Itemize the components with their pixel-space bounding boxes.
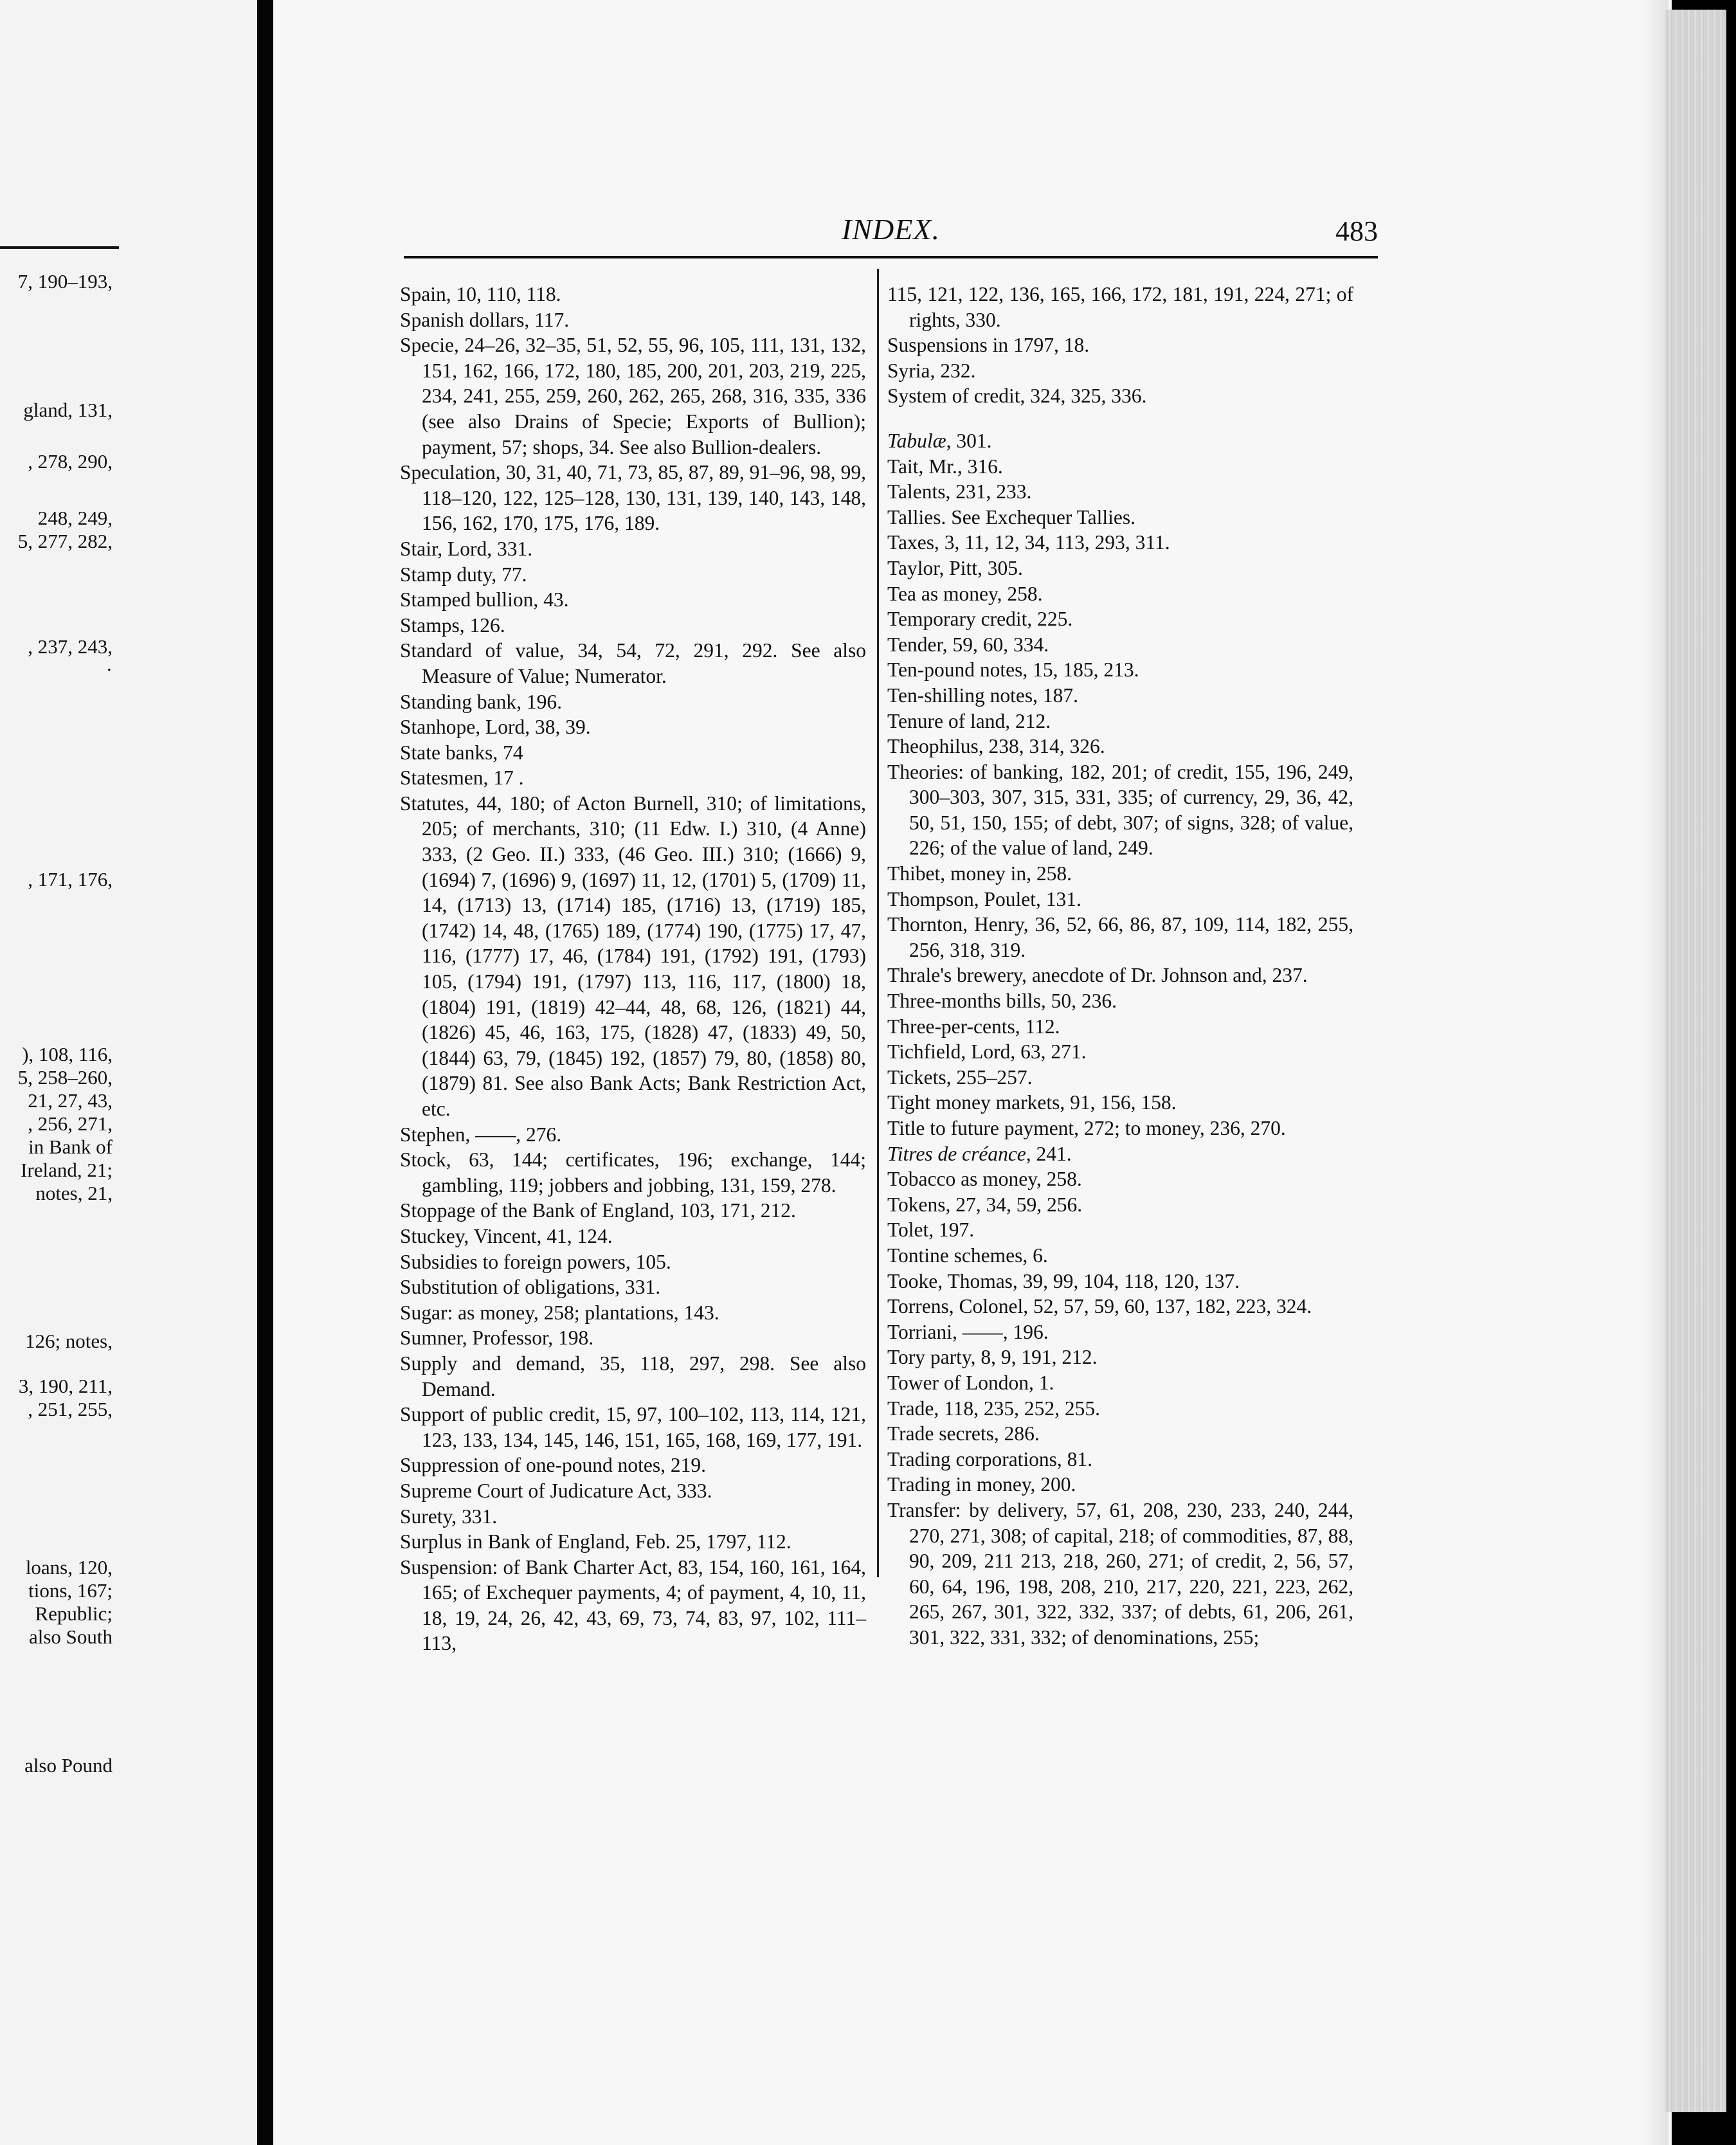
page-edge-shadow	[1643, 0, 1668, 2145]
index-entry: Tight money markets, 91, 156, 158.	[887, 1091, 1177, 1114]
index-entry: Theophilus, 238, 314, 326.	[887, 735, 1105, 758]
index-entry: Thrale's brewery, anecdote of Dr. Johnson and, 237.	[887, 964, 1308, 987]
index-entry: Taylor, Pitt, 305.	[887, 556, 1023, 579]
index-entry: Standing bank, 196.	[400, 690, 562, 713]
book-gutter	[257, 0, 273, 2145]
italic-term: Tabulæ	[887, 429, 946, 452]
index-entry: Ten-pound notes, 15, 185, 213.	[887, 658, 1139, 682]
index-entry: Tender, 59, 60, 334.	[887, 633, 1049, 656]
index-entry: Theories: of banking, 182, 201; of credit, 155, 196, 249, 300–303, 307, 315, 331, 335; of currency, 29, 36, 42, 50, 51, 150, 155; of debt, 307; of signs, 328; of value, 226; of the value of land, 249.	[887, 760, 1353, 860]
column-divider	[877, 269, 879, 1577]
facing-page-fragment: tions, 167;	[28, 1579, 113, 1602]
index-entry: Stamped bullion, 43.	[400, 588, 569, 611]
index-entry: Tokens, 27, 34, 59, 256.	[887, 1193, 1083, 1216]
facing-page-fragment: , 237, 243,	[28, 635, 113, 658]
index-entry: Tower of London, 1.	[887, 1371, 1054, 1394]
index-entry: Trading in money, 200.	[887, 1473, 1076, 1496]
header-rule	[404, 256, 1378, 258]
index-entry: Stair, Lord, 331.	[400, 537, 533, 560]
index-entry: Stoppage of the Bank of England, 103, 171, 212.	[400, 1199, 796, 1222]
facing-page-fragment: 3, 190, 211,	[18, 1375, 113, 1397]
facing-page-fragment: Republic;	[35, 1602, 113, 1625]
index-entry: Stamp duty, 77.	[400, 563, 527, 586]
index-entry: Thibet, money in, 258.	[887, 862, 1072, 885]
index-entry: Spain, 10, 110, 118.	[400, 283, 561, 305]
index-entry: Three-months bills, 50, 236.	[887, 990, 1117, 1013]
index-entry: Supply and demand, 35, 118, 297, 298. See also Demand.	[400, 1352, 866, 1400]
index-entry: Stamps, 126.	[400, 613, 505, 637]
index-entry: Statesmen, 17 .	[400, 766, 524, 790]
index-entry: Thornton, Henry, 36, 52, 66, 86, 87, 109, 114, 182, 255, 256, 318, 319.	[887, 913, 1353, 961]
italic-term: Titres de créance	[887, 1142, 1026, 1165]
index-entry: Title to future payment, 272; to money, 236, 270.	[887, 1117, 1286, 1139]
index-entry: Tenure of land, 212.	[887, 709, 1051, 732]
index-entry: Statutes, 44, 180; of Acton Burnell, 310; of limitations, 205; of merchants, 310; (11 Edw. I.) 310, (4 Anne) 333, (2 Geo. II.) 333, (46 Geo. III.) 310; (1666) 9, (1694) 7, (1696) 9, (1697) 11, 12, (1701) 5, (1709) 11, 14, (1713) 13, (1714) 185, (1716) 13, (1719) 185, (1742) 14, 48, (1765) 189, (1774) 190, (1775) 17, 47, 116, (1777) 17, 46, (1784) 191, (1792) 191, (1793) 105, (1794) 191, (1797) 113, 116, 117, (1800) 18, (1804) 191, (1819) 42–44, 48, 68, 126, (1821) 44, (1826) 45, 46, 163, 175, (1828) 47, (1833) 49, 50, (1844) 63, 79, (1845) 192, (1857) 79, 80, (1858) 80, (1879) 81. See also Bank Acts; Bank Restriction Act, etc.	[400, 792, 866, 1120]
facing-page-fragment: gland, 131,	[23, 399, 113, 421]
index-entry: Suspension: of Bank Charter Act, 83, 154, 160, 161, 164, 165; of Exchequer payments, 4; of payment, 4, 10, 11, 18, 19, 24, 26, 42, 43, 69, 73, 74, 83, 97, 102, 111–113,	[400, 1555, 866, 1655]
index-column-left	[400, 282, 866, 1656]
index-entry: Tory party, 8, 9, 191, 212.	[887, 1346, 1098, 1369]
index-entry: Spanish dollars, 117.	[400, 308, 570, 331]
index-entry: Supreme Court of Judicature Act, 333.	[400, 1479, 712, 1502]
facing-page-fragment: 21, 27, 43,	[28, 1089, 113, 1112]
index-entry: Surety, 331.	[400, 1505, 498, 1528]
index-entry: Support of public credit, 15, 97, 100–102, 113, 114, 121, 123, 133, 134, 145, 146, 151, 165, 168, 169, 177, 191.	[400, 1403, 866, 1451]
facing-page-fragment: loans, 120,	[25, 1556, 113, 1579]
facing-page-fragment: also South	[28, 1625, 113, 1648]
facing-page-fragment: 5, 277, 282,	[17, 530, 113, 552]
index-entry: Tontine schemes, 6.	[887, 1244, 1048, 1267]
index-entry: Subsidies to foreign powers, 105.	[400, 1250, 671, 1273]
running-header	[404, 212, 1378, 249]
index-entry: Temporary credit, 225.	[887, 608, 1073, 631]
index-entry: Tabulæ, 301.	[887, 429, 992, 452]
index-entry: Titres de créance, 241.	[887, 1142, 1072, 1165]
index-entry: Stuckey, Vincent, 41, 124.	[400, 1224, 613, 1247]
index-entry: Three-per-cents, 112.	[887, 1015, 1060, 1038]
index-entry: Syria, 232.	[887, 359, 976, 382]
index-entry: Stanhope, Lord, 38, 39.	[400, 716, 591, 739]
index-column-right	[887, 282, 1353, 1650]
index-entry: Stock, 63, 144; certificates, 196; exchange, 144; gambling, 119; jobbers and jobbing, 131, 159, 278.	[400, 1148, 866, 1197]
facing-page-fragment: ·	[105, 658, 113, 681]
index-entry: Tea as money, 258.	[887, 582, 1043, 605]
index-entry: 115, 121, 122, 136, 165, 166, 172, 181, 191, 224, 271; of rights, 330.	[887, 283, 1353, 331]
index-entry: Ten-shilling notes, 187.	[887, 683, 1079, 707]
facing-page-fragment: in Bank of	[28, 1136, 113, 1158]
page-title: INDEX.	[842, 213, 940, 246]
index-entry: Stephen, ——, 276.	[400, 1123, 562, 1146]
facing-page-fragment: Ireland, 21;	[21, 1159, 113, 1181]
facing-page	[0, 0, 257, 2145]
index-entry: Substitution of obligations, 331.	[400, 1276, 661, 1299]
index-entry: Surplus in Bank of England, Feb. 25, 1797, 112.	[400, 1530, 791, 1553]
facing-page-rule	[0, 246, 119, 249]
index-entry: Torriani, ——, 196.	[887, 1320, 1049, 1343]
index-entry: Specie, 24–26, 32–35, 51, 52, 55, 96, 105, 111, 131, 132, 151, 162, 166, 172, 180, 185, 200, 201, 203, 219, 225, 234, 241, 255, 259, 260, 262, 265, 268, 316, 335, 336 (see also Drains of Specie; Exports of Bullion); payment, 57; shops, 34. See also Bullion-dealers.	[400, 334, 866, 458]
index-entry: Standard of value, 34, 54, 72, 291, 292. See also Measure of Value; Numerator.	[400, 639, 866, 687]
facing-page-fragment: , 256, 271,	[28, 1112, 113, 1135]
index-entry: Talents, 231, 233.	[887, 480, 1032, 503]
index-entry: Tichfield, Lord, 63, 271.	[887, 1040, 1087, 1063]
index-entry: Tallies. See Exchequer Tallies.	[887, 505, 1135, 529]
page-edges	[1665, 10, 1726, 2112]
index-entry: Taxes, 3, 11, 12, 34, 113, 293, 311.	[887, 531, 1170, 554]
facing-page-fragment: ), 108, 116,	[22, 1043, 113, 1065]
index-entry: Torrens, Colonel, 52, 57, 59, 60, 137, 182, 223, 324.	[887, 1295, 1312, 1318]
index-entry: Tolet, 197.	[887, 1218, 975, 1242]
facing-page-fragment: 248, 249,	[37, 507, 113, 529]
index-entry: Tickets, 255–257.	[887, 1065, 1033, 1089]
index-entry: Tait, Mr., 316.	[887, 455, 1003, 478]
facing-page-fragment: also Pound	[24, 1754, 113, 1777]
page-number: 483	[1335, 215, 1378, 247]
index-entry: Transfer: by delivery, 57, 61, 208, 230, 233, 240, 244, 270, 271, 308; of capital, 218; of commodities, 87, 88, 90, 209, 211 213, 218, 260, 271; of credit, 2, 56, 57, 60, 64, 196, 198, 208, 210, 217, 220, 221, 223, 262, 265, 267, 301, 322, 332, 337; of debts, 61, 206, 261, 301, 322, 331, 332; of denominations, 255;	[887, 1498, 1353, 1649]
facing-page-fragment: , 251, 255,	[28, 1398, 113, 1420]
index-entry: Speculation, 30, 31, 40, 71, 73, 85, 87, 89, 91–96, 98, 99, 118–120, 122, 125–128, 130, 131, 139, 140, 143, 148, 156, 162, 170, 175, 176, 189.	[400, 461, 866, 535]
index-entry: Tooke, Thomas, 39, 99, 104, 118, 120, 137.	[887, 1269, 1240, 1292]
index-entry: Suspensions in 1797, 18.	[887, 334, 1090, 357]
facing-page-fragment: , 278, 290,	[28, 450, 113, 473]
facing-page-fragment: notes, 21,	[35, 1182, 113, 1204]
index-entry: Sumner, Professor, 198.	[400, 1326, 594, 1350]
index-entry: System of credit, 324, 325, 336.	[887, 385, 1147, 408]
index-entry: Sugar: as money, 258; plantations, 143.	[400, 1301, 719, 1324]
facing-page-fragment: 7, 190–193,	[17, 270, 113, 293]
index-entry: Trade, 118, 235, 252, 255.	[887, 1397, 1101, 1420]
facing-page-fragment: 126; notes,	[24, 1330, 113, 1352]
index-entry: Thompson, Poulet, 131.	[887, 887, 1081, 910]
facing-page-fragment: 5, 258–260,	[17, 1066, 113, 1089]
facing-page-fragment: , 171, 176,	[28, 868, 113, 891]
index-entry: Trade secrets, 286.	[887, 1422, 1040, 1445]
index-entry: Trading corporations, 81.	[887, 1447, 1093, 1471]
index-entry: Tobacco as money, 258.	[887, 1168, 1082, 1191]
index-entry: Suppression of one-pound notes, 219.	[400, 1454, 706, 1477]
index-entry: State banks, 74	[400, 741, 523, 764]
